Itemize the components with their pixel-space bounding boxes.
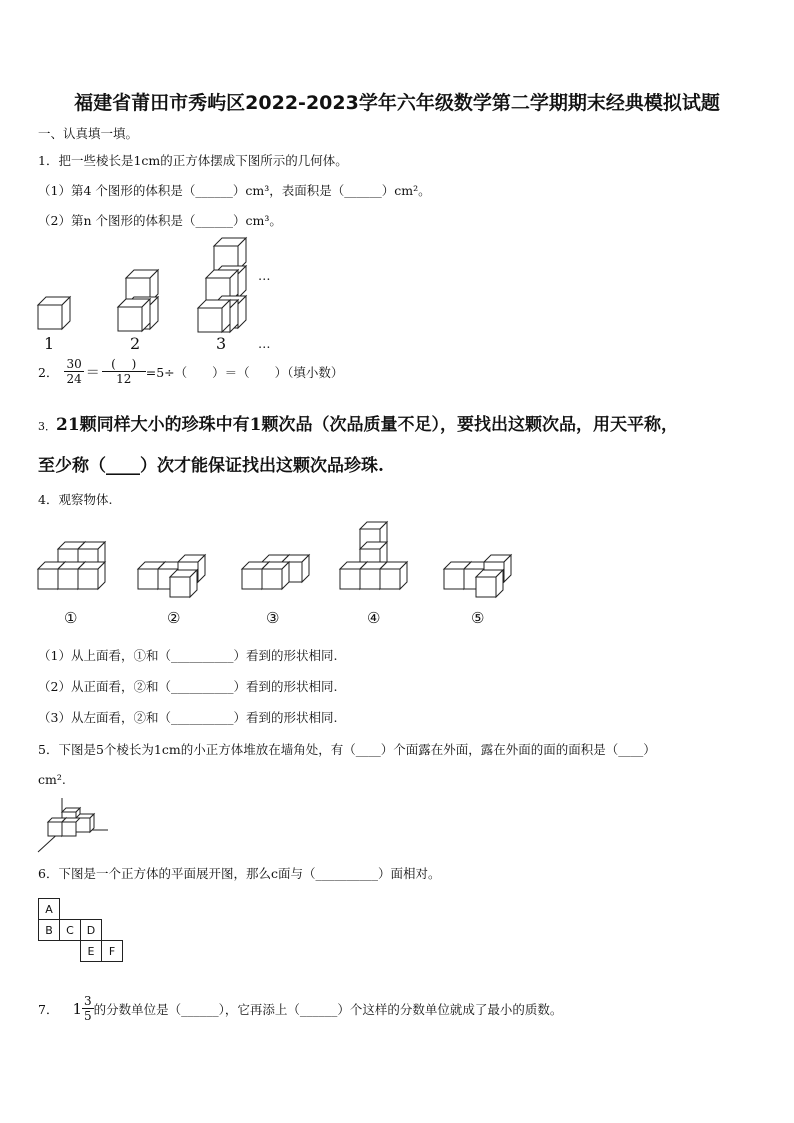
net-cell-c: C [60,920,81,941]
q2-line: 2． $\frac{30}{24}$ ＝ $\frac{( )}{12}$ =5÷（ ）＝（ ）（填小数） [38,357,344,386]
q6-stem: 6．下图是一个正方体的平面展开图，那么c面与（__________）面相对。 [38,866,441,881]
section-heading: 一、认真填一填。 [38,126,139,141]
q7-number: 7． [38,1001,59,1017]
fig4-label-5: ⑤ [471,609,485,627]
net-cell-b: B [39,920,60,941]
cube-net [38,898,123,962]
page-title: 福建省莆田市秀屿区2022-2023学年六年级数学第二学期期末经典模拟试题 [74,92,720,114]
q3-line2: 至少称（____）次才能保证找出这颗次品珍珠. [38,456,384,476]
fig4-label-3: ③ [266,609,280,627]
net-cell-a: A [39,899,60,920]
fig-label-2: 2 [130,334,141,353]
q2-number: 2． [38,364,59,380]
fig-label-3: 3 [216,334,227,353]
q5-stem: 5．下图是5个棱长为1cm的小正方体堆放在墙角处，有（____）个面露在外面，露在外面的面的面积是（____） [38,742,656,757]
q7-rest: 的分数单位是（______），它再添上（______）个这样的分数单位就成了最小的质数。 [93,1001,563,1017]
ellipsis-top: … [258,268,271,283]
q2-fraction-2: $\frac{( )}{12}$ [102,357,146,386]
fig4-label-1: ① [64,609,78,627]
q5-unit: cm². [38,772,66,787]
q1-stem: 1．把一些棱长是1cm的正方体摆成下图所示的几何体。 [38,153,348,168]
q7-line [38,994,562,1023]
q4-part1: （1）从上面看，①和（__________）看到的形状相同. [38,648,338,663]
q2-fraction-1: $\frac{30}{24}$ [66,357,82,386]
net-cell-e: E [81,941,102,962]
q4-part2: （2）从正面看，②和（__________）看到的形状相同. [38,679,338,694]
q4-part3: （3）从左面看，②和（__________）看到的形状相同. [38,710,338,725]
ellipsis-bottom: … [258,336,271,351]
q7-whole: 1 [72,999,82,1018]
fig4-label-4: ④ [367,609,381,627]
fig-label-1: 1 [44,334,55,353]
net-cell-d: D [81,920,102,941]
q1-part2: （2）第n 个图形的体积是（______）cm³。 [38,213,282,228]
q4-stem: 4．观察物体. [38,492,113,507]
q1-part1: （1）第4 个图形的体积是（______）cm³，表面积是（______）cm²。 [38,183,431,198]
net-cell-f: F [102,941,123,962]
q7-fraction: $\frac{3}{5}$ [84,994,92,1023]
q2-rest: =5÷（ ）＝（ ）（填小数） [145,364,344,380]
q3-line1: 3． 21颗同样大小的珍珠中有1颗次品（次品质量不足），要找出这颗次品，用天平称， [38,415,678,435]
fig4-label-2: ② [167,609,181,627]
